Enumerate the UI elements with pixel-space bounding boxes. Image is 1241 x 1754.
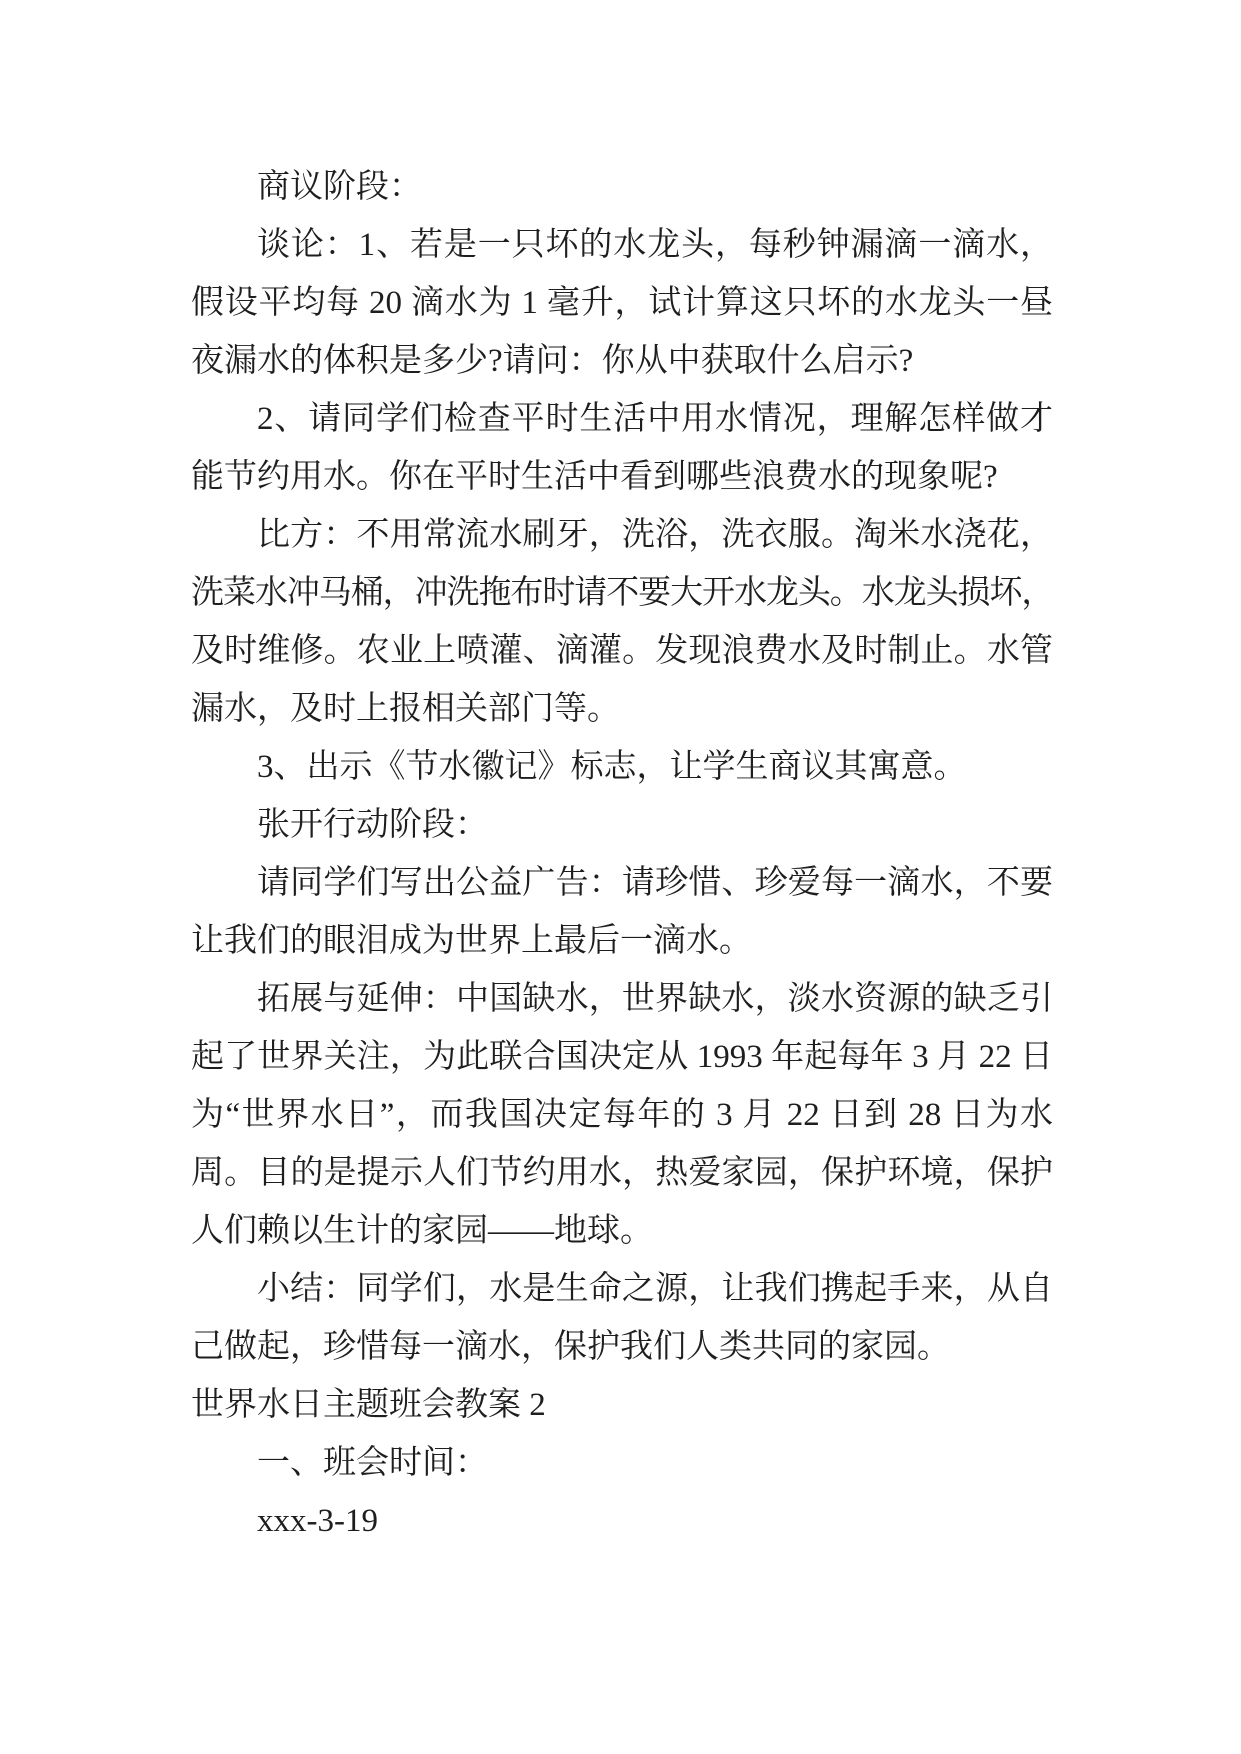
- text-line: 张开行动阶段：: [257, 807, 488, 843]
- paragraph: [191, 1260, 1053, 1376]
- text-line: 拓展与延伸：中国缺水，世界缺水，淡水资源的缺乏引: [257, 981, 1053, 1017]
- text-line: 商议阶段：: [257, 169, 422, 205]
- text-line: 为“世界水日”，而我国决定每年的 3 月 22 日到 28 日为水: [191, 1097, 1053, 1133]
- text-line: 洗菜水冲马桶，冲洗拖布时请不要大开水龙头。水龙头损坏，: [191, 575, 1053, 611]
- paragraph: [191, 1492, 1053, 1550]
- text-line: xxx-3-19: [257, 1503, 378, 1539]
- text-line: 假设平均每 20 滴水为 1 毫升，试计算这只坏的水龙头一昼: [191, 285, 1053, 321]
- document-body: [191, 158, 1053, 1550]
- text-line: 周。目的是提示人们节约用水，热爱家园，保护环境，保护: [191, 1155, 1053, 1191]
- text-line: 2、请同学们检查平时生活中用水情况，理解怎样做才: [257, 401, 1053, 437]
- paragraph: [191, 390, 1053, 506]
- paragraph: [191, 216, 1053, 390]
- paragraph: [191, 796, 1053, 854]
- text-line: 谈论：1、若是一只坏的水龙头，每秒钟漏滴一滴水，: [257, 227, 1053, 263]
- text-line: 让我们的眼泪成为世界上最后一滴水。: [191, 923, 752, 959]
- paragraph: [191, 970, 1053, 1260]
- text-line: 请同学们写出公益广告：请珍惜、珍爱每一滴水，不要: [257, 865, 1053, 901]
- text-line: 比方：不用常流水刷牙，洗浴，洗衣服。淘米水浇花，: [257, 517, 1053, 553]
- text-line: 起了世界关注，为此联合国决定从 1993 年起每年 3 月 22 日: [191, 1039, 1053, 1075]
- paragraph: [191, 506, 1053, 738]
- text-line: 小结：同学们，水是生命之源，让我们携起手来，从自: [257, 1271, 1053, 1307]
- paragraph: [191, 158, 1053, 216]
- text-line: 一、班会时间：: [257, 1445, 488, 1481]
- paragraph: [191, 738, 1053, 796]
- text-line: 漏水，及时上报相关部门等。: [191, 691, 620, 727]
- text-line: 及时维修。农业上喷灌、滴灌。发现浪费水及时制止。水管: [191, 633, 1053, 669]
- section-title: 世界水日主题班会教案 2: [191, 1387, 546, 1423]
- paragraph: [191, 854, 1053, 970]
- text-line: 能节约用水。你在平时生活中看到哪些浪费水的现象呢?: [191, 459, 998, 495]
- text-line: 夜漏水的体积是多少?请问：你从中获取什么启示?: [191, 343, 914, 379]
- text-line: 3、出示《节水徽记》标志，让学生商议其寓意。: [257, 749, 967, 785]
- text-line: 人们赖以生计的家园——地球。: [191, 1213, 653, 1249]
- text-line: 己做起，珍惜每一滴水，保护我们人类共同的家园。: [191, 1329, 950, 1365]
- paragraph: [191, 1434, 1053, 1492]
